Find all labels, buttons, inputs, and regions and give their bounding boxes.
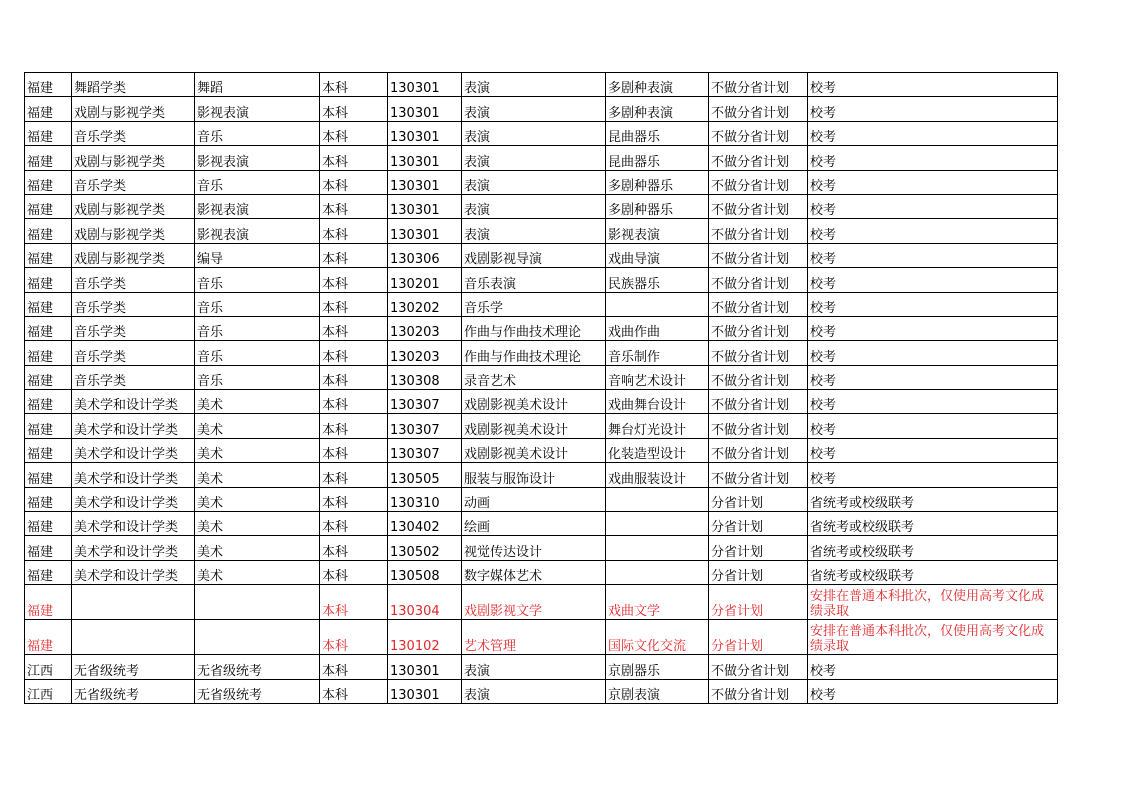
major-cell: 表演 [462,97,606,121]
major-cell: 绘画 [462,512,606,536]
subject-cell: 音乐 [195,316,320,340]
province-cell: 福建 [25,243,72,267]
level-cell: 本科 [320,268,388,292]
category-cell: 戏剧与影视学类 [72,97,195,121]
spreadsheet-page [24,72,1057,704]
direction-cell: 昆曲器乐 [606,146,709,170]
province-cell: 福建 [25,219,72,243]
exam-cell: 省统考或校级联考 [808,536,1058,560]
code-cell: 130304 [388,585,462,620]
exam-cell: 校考 [808,243,1058,267]
code-cell: 130201 [388,268,462,292]
major-cell: 动画 [462,487,606,511]
subject-cell: 舞蹈 [195,73,320,97]
exam-cell: 省统考或校级联考 [808,512,1058,536]
plan-cell: 不做分省计划 [709,316,808,340]
exam-cell: 校考 [808,219,1058,243]
exam-cell: 校考 [808,414,1058,438]
subject-cell: 美术 [195,560,320,584]
level-cell: 本科 [320,194,388,218]
level-cell: 本科 [320,146,388,170]
direction-cell: 戏曲导演 [606,243,709,267]
subject-cell: 美术 [195,463,320,487]
plan-cell: 不做分省计划 [709,655,808,679]
major-cell: 作曲与作曲技术理论 [462,316,606,340]
direction-cell: 戏曲文学 [606,585,709,620]
direction-cell: 昆曲器乐 [606,121,709,145]
exam-cell: 安排在普通本科批次，仅使用高考文化成绩录取 [808,585,1058,620]
subject-cell [195,620,320,655]
code-cell: 130505 [388,463,462,487]
province-cell: 福建 [25,341,72,365]
exam-cell: 安排在普通本科批次，仅使用高考文化成绩录取 [808,620,1058,655]
subject-cell: 无省级统考 [195,655,320,679]
level-cell: 本科 [320,97,388,121]
major-cell: 艺术管理 [462,620,606,655]
table-row [25,512,1058,536]
table-row [25,655,1058,679]
category-cell: 美术学和设计学类 [72,512,195,536]
direction-cell: 戏曲作曲 [606,316,709,340]
category-cell: 音乐学类 [72,365,195,389]
direction-cell: 多剧种器乐 [606,194,709,218]
subject-cell: 美术 [195,512,320,536]
province-cell: 江西 [25,655,72,679]
table-row [25,365,1058,389]
province-cell: 福建 [25,97,72,121]
admissions-table [24,72,1058,704]
table-row [25,620,1058,655]
subject-cell: 无省级统考 [195,679,320,703]
province-cell: 福建 [25,121,72,145]
code-cell: 130301 [388,219,462,243]
subject-cell: 美术 [195,438,320,462]
direction-cell: 影视表演 [606,219,709,243]
direction-cell [606,292,709,316]
plan-cell: 不做分省计划 [709,219,808,243]
table-row [25,487,1058,511]
major-cell: 表演 [462,146,606,170]
major-cell: 戏剧影视文学 [462,585,606,620]
subject-cell: 影视表演 [195,194,320,218]
level-cell: 本科 [320,487,388,511]
code-cell: 130306 [388,243,462,267]
plan-cell: 分省计划 [709,560,808,584]
table-row [25,268,1058,292]
code-cell: 130310 [388,487,462,511]
code-cell: 130301 [388,655,462,679]
subject-cell: 影视表演 [195,219,320,243]
table-row [25,97,1058,121]
code-cell: 130301 [388,73,462,97]
level-cell: 本科 [320,560,388,584]
province-cell: 福建 [25,170,72,194]
major-cell: 服装与服饰设计 [462,463,606,487]
subject-cell: 美术 [195,390,320,414]
category-cell: 戏剧与影视学类 [72,219,195,243]
exam-cell: 校考 [808,390,1058,414]
table-body [25,73,1058,704]
level-cell: 本科 [320,620,388,655]
category-cell: 美术学和设计学类 [72,560,195,584]
direction-cell: 音乐制作 [606,341,709,365]
plan-cell: 不做分省计划 [709,121,808,145]
table-row [25,219,1058,243]
level-cell: 本科 [320,414,388,438]
category-cell: 戏剧与影视学类 [72,146,195,170]
province-cell: 福建 [25,463,72,487]
direction-cell: 京剧器乐 [606,655,709,679]
category-cell: 音乐学类 [72,316,195,340]
direction-cell: 戏曲服装设计 [606,463,709,487]
subject-cell: 音乐 [195,365,320,389]
plan-cell: 分省计划 [709,620,808,655]
code-cell: 130301 [388,679,462,703]
category-cell: 音乐学类 [72,292,195,316]
exam-cell: 校考 [808,679,1058,703]
plan-cell: 不做分省计划 [709,170,808,194]
plan-cell: 不做分省计划 [709,97,808,121]
category-cell: 无省级统考 [72,679,195,703]
exam-cell: 校考 [808,438,1058,462]
major-cell: 表演 [462,194,606,218]
code-cell: 130301 [388,194,462,218]
plan-cell: 不做分省计划 [709,390,808,414]
subject-cell: 美术 [195,536,320,560]
code-cell: 130203 [388,316,462,340]
category-cell: 无省级统考 [72,655,195,679]
category-cell: 美术学和设计学类 [72,463,195,487]
code-cell: 130301 [388,121,462,145]
category-cell: 美术学和设计学类 [72,487,195,511]
plan-cell: 不做分省计划 [709,292,808,316]
table-row [25,390,1058,414]
major-cell: 表演 [462,655,606,679]
plan-cell: 不做分省计划 [709,268,808,292]
exam-cell: 校考 [808,268,1058,292]
province-cell: 福建 [25,620,72,655]
code-cell: 130508 [388,560,462,584]
province-cell: 福建 [25,512,72,536]
level-cell: 本科 [320,585,388,620]
code-cell: 130301 [388,170,462,194]
subject-cell: 美术 [195,414,320,438]
plan-cell: 不做分省计划 [709,146,808,170]
code-cell: 130402 [388,512,462,536]
province-cell: 福建 [25,390,72,414]
category-cell [72,585,195,620]
direction-cell [606,487,709,511]
table-row [25,316,1058,340]
direction-cell: 国际文化交流 [606,620,709,655]
plan-cell: 分省计划 [709,512,808,536]
exam-cell: 校考 [808,341,1058,365]
major-cell: 视觉传达设计 [462,536,606,560]
province-cell: 福建 [25,438,72,462]
code-cell: 130307 [388,414,462,438]
subject-cell: 影视表演 [195,97,320,121]
plan-cell: 不做分省计划 [709,463,808,487]
category-cell: 舞蹈学类 [72,73,195,97]
category-cell: 美术学和设计学类 [72,536,195,560]
table-row [25,438,1058,462]
direction-cell [606,560,709,584]
major-cell: 音乐学 [462,292,606,316]
province-cell: 福建 [25,73,72,97]
subject-cell: 音乐 [195,341,320,365]
major-cell: 戏剧影视美术设计 [462,438,606,462]
exam-cell: 校考 [808,194,1058,218]
level-cell: 本科 [320,243,388,267]
exam-cell: 校考 [808,316,1058,340]
direction-cell: 戏曲舞台设计 [606,390,709,414]
exam-cell: 校考 [808,121,1058,145]
province-cell: 福建 [25,536,72,560]
plan-cell: 不做分省计划 [709,194,808,218]
exam-cell: 省统考或校级联考 [808,560,1058,584]
province-cell: 福建 [25,268,72,292]
major-cell: 数字媒体艺术 [462,560,606,584]
category-cell: 戏剧与影视学类 [72,194,195,218]
level-cell: 本科 [320,121,388,145]
code-cell: 130307 [388,390,462,414]
major-cell: 作曲与作曲技术理论 [462,341,606,365]
major-cell: 表演 [462,170,606,194]
level-cell: 本科 [320,463,388,487]
province-cell: 福建 [25,414,72,438]
province-cell: 福建 [25,194,72,218]
code-cell: 130203 [388,341,462,365]
province-cell: 福建 [25,487,72,511]
exam-cell: 校考 [808,146,1058,170]
table-row [25,146,1058,170]
table-row [25,585,1058,620]
province-cell: 福建 [25,585,72,620]
exam-cell: 校考 [808,365,1058,389]
level-cell: 本科 [320,316,388,340]
plan-cell: 不做分省计划 [709,414,808,438]
table-row [25,536,1058,560]
subject-cell [195,585,320,620]
category-cell: 音乐学类 [72,121,195,145]
province-cell: 福建 [25,292,72,316]
major-cell: 戏剧影视美术设计 [462,414,606,438]
subject-cell: 影视表演 [195,146,320,170]
exam-cell: 校考 [808,97,1058,121]
major-cell: 录音艺术 [462,365,606,389]
direction-cell [606,536,709,560]
table-row [25,679,1058,703]
table-row [25,463,1058,487]
level-cell: 本科 [320,655,388,679]
level-cell: 本科 [320,536,388,560]
plan-cell: 不做分省计划 [709,679,808,703]
table-row [25,341,1058,365]
table-row [25,243,1058,267]
subject-cell: 音乐 [195,121,320,145]
exam-cell: 校考 [808,292,1058,316]
direction-cell [606,512,709,536]
province-cell: 福建 [25,146,72,170]
plan-cell: 不做分省计划 [709,73,808,97]
level-cell: 本科 [320,170,388,194]
plan-cell: 分省计划 [709,585,808,620]
code-cell: 130307 [388,438,462,462]
exam-cell: 校考 [808,463,1058,487]
direction-cell: 音响艺术设计 [606,365,709,389]
plan-cell: 不做分省计划 [709,438,808,462]
code-cell: 130502 [388,536,462,560]
direction-cell: 舞台灯光设计 [606,414,709,438]
exam-cell: 校考 [808,655,1058,679]
level-cell: 本科 [320,679,388,703]
exam-cell: 校考 [808,73,1058,97]
plan-cell: 不做分省计划 [709,365,808,389]
table-row [25,560,1058,584]
level-cell: 本科 [320,341,388,365]
major-cell: 表演 [462,219,606,243]
category-cell: 美术学和设计学类 [72,390,195,414]
plan-cell: 分省计划 [709,536,808,560]
subject-cell: 音乐 [195,170,320,194]
plan-cell: 分省计划 [709,487,808,511]
level-cell: 本科 [320,512,388,536]
plan-cell: 不做分省计划 [709,341,808,365]
province-cell: 福建 [25,316,72,340]
category-cell: 音乐学类 [72,341,195,365]
level-cell: 本科 [320,390,388,414]
category-cell [72,620,195,655]
level-cell: 本科 [320,438,388,462]
category-cell: 美术学和设计学类 [72,438,195,462]
table-row [25,414,1058,438]
direction-cell: 多剧种表演 [606,97,709,121]
major-cell: 表演 [462,73,606,97]
direction-cell: 多剧种器乐 [606,170,709,194]
category-cell: 音乐学类 [72,170,195,194]
major-cell: 表演 [462,679,606,703]
province-cell: 江西 [25,679,72,703]
exam-cell: 校考 [808,170,1058,194]
code-cell: 130301 [388,97,462,121]
major-cell: 音乐表演 [462,268,606,292]
level-cell: 本科 [320,73,388,97]
code-cell: 130308 [388,365,462,389]
exam-cell: 省统考或校级联考 [808,487,1058,511]
subject-cell: 音乐 [195,292,320,316]
table-row [25,73,1058,97]
category-cell: 戏剧与影视学类 [72,243,195,267]
direction-cell: 京剧表演 [606,679,709,703]
major-cell: 戏剧影视导演 [462,243,606,267]
subject-cell: 音乐 [195,268,320,292]
table-row [25,170,1058,194]
direction-cell: 民族器乐 [606,268,709,292]
level-cell: 本科 [320,219,388,243]
major-cell: 戏剧影视美术设计 [462,390,606,414]
code-cell: 130202 [388,292,462,316]
major-cell: 表演 [462,121,606,145]
table-row [25,121,1058,145]
direction-cell: 化装造型设计 [606,438,709,462]
category-cell: 美术学和设计学类 [72,414,195,438]
plan-cell: 不做分省计划 [709,243,808,267]
subject-cell: 美术 [195,487,320,511]
province-cell: 福建 [25,365,72,389]
level-cell: 本科 [320,365,388,389]
code-cell: 130102 [388,620,462,655]
province-cell: 福建 [25,560,72,584]
table-row [25,194,1058,218]
direction-cell: 多剧种表演 [606,73,709,97]
subject-cell: 编导 [195,243,320,267]
category-cell: 音乐学类 [72,268,195,292]
level-cell: 本科 [320,292,388,316]
code-cell: 130301 [388,146,462,170]
table-row [25,292,1058,316]
